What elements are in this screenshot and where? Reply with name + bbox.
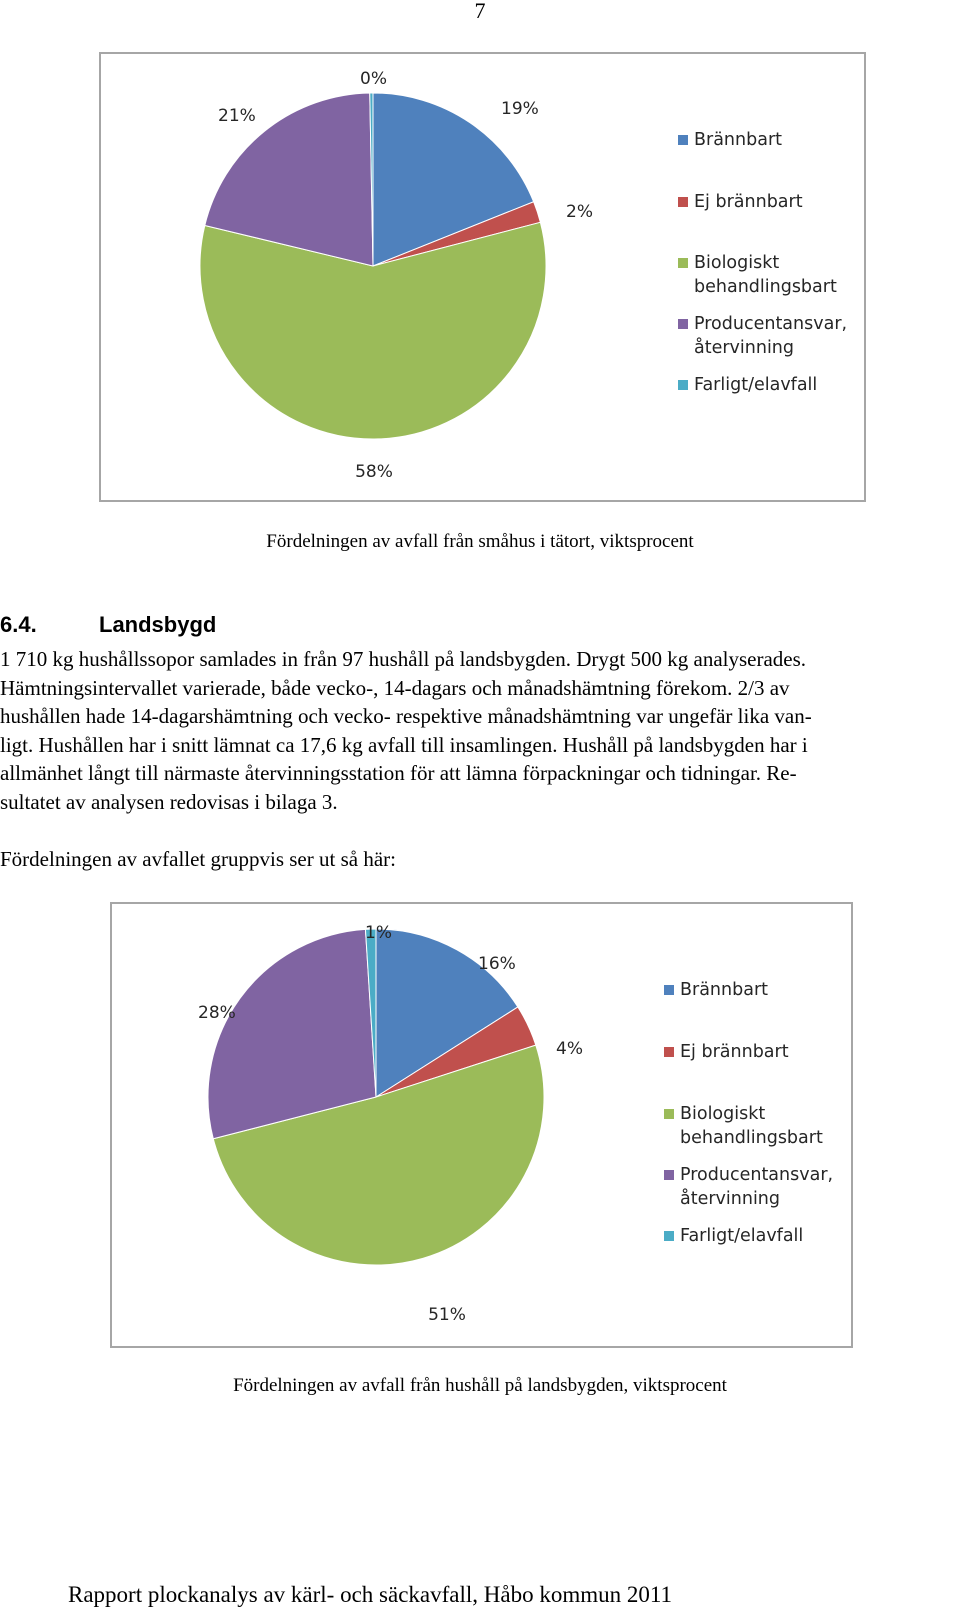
legend-label: Biologiskt xyxy=(680,1104,766,1124)
paragraph-line: allmänhet långt till närmaste återvinningsstation för att lämna förpackningar och tidningar. Re- xyxy=(0,761,797,785)
legend-swatch xyxy=(664,1170,674,1180)
legend-swatch xyxy=(678,319,688,329)
slice-label-farligt: 1% xyxy=(365,923,392,943)
legend-swatch xyxy=(678,197,688,207)
intro-line: Fördelningen av avfallet gruppvis ser ut så här: xyxy=(0,847,396,871)
legend-label-cont: behandlingsbart xyxy=(680,1128,823,1148)
legend-label: Producentansvar, xyxy=(680,1165,834,1185)
legend-label: Ej brännbart xyxy=(680,1042,789,1062)
page-number: 7 xyxy=(474,0,486,23)
paragraph-line: Hämtningsintervallet varierade, både vecko-, 14-dagars och månadshämtning förekom. 2/3 av xyxy=(0,675,790,700)
slice-label-producentansvar: 28% xyxy=(198,1003,236,1023)
slice-label-farligt: 0% xyxy=(360,69,387,89)
section-number: 6.4. xyxy=(0,612,37,637)
legend-label-cont: återvinning xyxy=(694,338,795,358)
legend-swatch xyxy=(678,380,688,390)
page-footer: Rapport plockanalys av kärl- och säckavfall, Håbo kommun 2011 xyxy=(68,1582,673,1607)
slice-label-brannbart: 19% xyxy=(501,99,539,119)
section-paragraph xyxy=(0,645,950,816)
legend-label: Producentansvar, xyxy=(694,314,848,334)
legend-swatch xyxy=(678,135,688,145)
slice-label-biologiskt: 51% xyxy=(428,1305,466,1325)
legend-label: Brännbart xyxy=(694,130,782,150)
slice-label-ej-brannbart: 4% xyxy=(556,1039,583,1059)
slice-label-brannbart: 16% xyxy=(478,954,516,974)
legend-label: Brännbart xyxy=(680,980,768,1000)
legend-label-cont: återvinning xyxy=(680,1189,781,1209)
legend-label: Biologiskt xyxy=(694,253,780,273)
chart-legend xyxy=(678,128,858,428)
chart-caption-landsbygd: Fördelningen av avfall från hushåll på landsbygden, viktsprocent xyxy=(233,1375,727,1396)
paragraph-line: hushållen hade 14-dagarshämtning och vecko- respektive månadshämtning var ungefär lika van- xyxy=(0,704,812,728)
chart-legend xyxy=(664,978,844,1278)
section-title: Landsbygd xyxy=(99,612,217,637)
legend-swatch xyxy=(664,985,674,995)
pie-chart-landsbygd xyxy=(110,902,853,1348)
pie-chart-tatort xyxy=(99,52,866,502)
legend-label: Ej brännbart xyxy=(694,192,803,212)
paragraph-line: ligt. Hushållen har i snitt lämnat ca 17,6 kg avfall till insamlingen. Hushåll på landsbygden har i xyxy=(0,732,808,757)
legend-label: Farligt/elavfall xyxy=(694,375,818,395)
legend-label-cont: behandlingsbart xyxy=(694,277,837,297)
paragraph-line: sultatet av analysen redovisas i bilaga 3. xyxy=(0,789,338,814)
paragraph-line: 1 710 kg hushållssopor samlades in från 97 hushåll på landsbygden. Drygt 500 kg analyserades. xyxy=(0,647,807,671)
legend-swatch xyxy=(678,258,688,268)
legend-swatch xyxy=(664,1109,674,1119)
chart-caption-tatort: Fördelningen av avfall från småhus i tätort, viktsprocent xyxy=(266,531,694,552)
slice-label-producentansvar: 21% xyxy=(218,106,256,126)
legend-label: Farligt/elavfall xyxy=(680,1226,804,1246)
legend-swatch xyxy=(664,1231,674,1241)
slice-label-biologiskt: 58% xyxy=(355,462,393,482)
slice-label-ej-brannbart: 2% xyxy=(566,202,593,222)
legend-swatch xyxy=(664,1047,674,1057)
